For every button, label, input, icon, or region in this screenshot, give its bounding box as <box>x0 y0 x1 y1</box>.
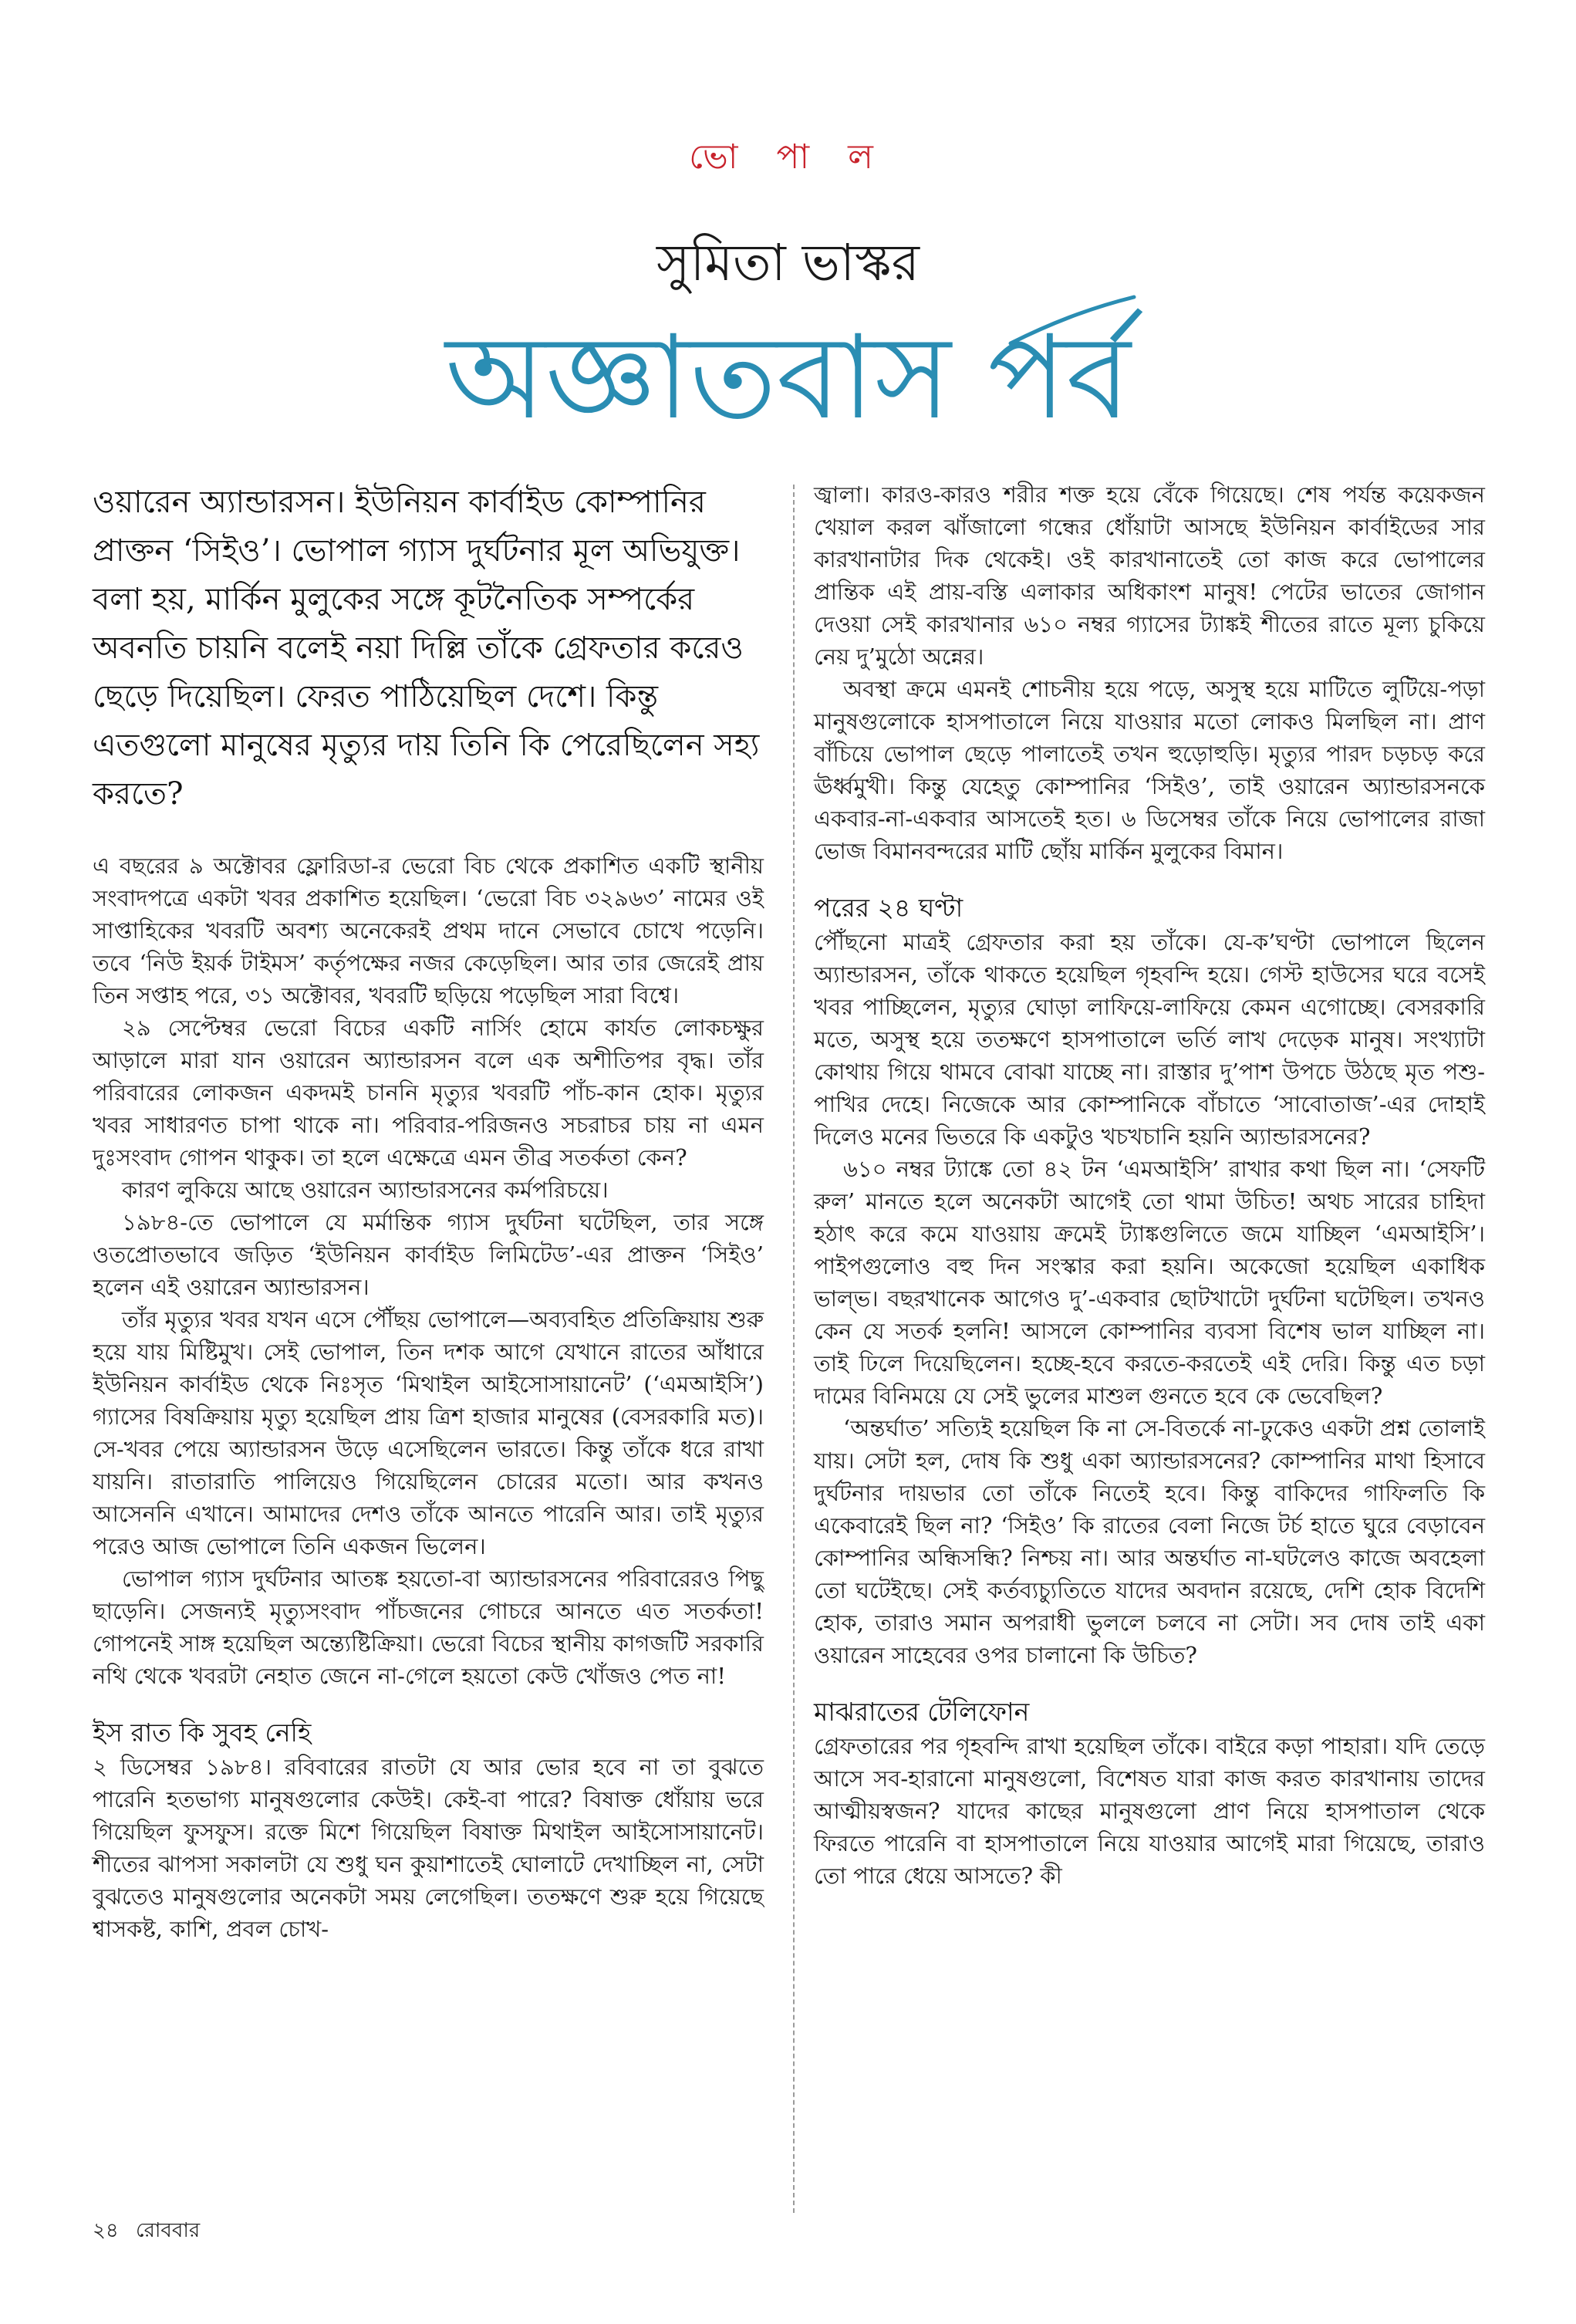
standfirst: ওয়ারেন অ্যান্ডারসন। ইউনিয়ন কার্বাইড কোম্পানির প্রাক্তন ‘সিইও’। ভোপাল গ্যাস দুর্ঘটনার মূল অভিযুক্ত। বলা হয়, মার্কিন মুলুকের সঙ্গে কূটনৈতিক সম্পর্কের অবনতি চায়নি বলেই নয়া দিল্লি তাঁকে গ্রেফতার করেও ছেড়ে দিয়েছিল। ফেরত পাঠিয়েছিল দেশে। কিন্তু এতগুলো মানুষের মৃত্যুর দায় তিনি কি পেরেছিলেন সহ্য করতে? <box>93 485 760 812</box>
magazine-name: রোববার <box>136 2219 201 2242</box>
title-flourish-decoration <box>1003 293 1142 347</box>
section-subhead: ইস রাত কি সুবহ নেহি <box>93 1718 312 1748</box>
right-column <box>814 478 1485 1892</box>
body-paragraph: পৌঁছনো মাত্রই গ্রেফতার করা হয় তাঁকে। যে-ক’ঘণ্টা ভোপালে ছিলেন অ্যান্ডারসন, তাঁকে থাকতে হয়েছিল গৃহবন্দি হয়ে। গেস্ট হাউসের ঘরে বসেই খবর পাচ্ছিলেন, মৃত্যুর ঘোড়া লাফিয়ে-লাফিয়ে কেমন এগোচ্ছে। বেসরকারি মতে, অসুস্থ হয়ে ততক্ষণে হাসপাতালে ভর্তি লাখ দেড়েক মানুষ। সংখ্যাটা কোথায় গিয়ে থামবে বোঝা যাচ্ছে না। রাস্তার দু’পাশ উপচে উঠছে মৃত পশু-পাখির দেহে। নিজেকে আর কোম্পানিকে বাঁচাতে ‘সাবোতাজ’-এর দোহাই দিলেও মনের ভিতরে কি একটুও খচখচানি হয়নি অ্যান্ডারসনের? <box>814 929 1485 1150</box>
body-paragraph: ১৯৮৪-তে ভোপালে যে মর্মান্তিক গ্যাস দুর্ঘটনা ঘটেছিল, তার সঙ্গে ওতপ্রোতভাবে জড়িত ‘ইউনিয়ন কার্বাইড লিমিটেড’-এর প্রাক্তন ‘সিইও’ হলেন এই ওয়ারেন অ্যান্ডারসন। <box>93 1209 764 1300</box>
body-paragraph: এ বছরের ৯ অক্টোবর ফ্লোরিডা-র ভেরো বিচ থেকে প্রকাশিত একটি স্থানীয় সংবাদপত্রে একটা খবর প্রকাশিত হয়েছিল। ‘ভেরো বিচ ৩২৯৬৩’ নামের ওই সাপ্তাহিকের খবরটি অবশ্য অনেকেরই প্রথম দানে সেভাবে চোখে পড়েনি। তবে ‘নিউ ইয়র্ক টাইমস’ কর্তৃপক্ষের নজর কেড়েছিল। আর তার জেরেই প্রায় তিন সপ্তাহ পরে, ৩১ অক্টোবর, খবরটি ছড়িয়ে পড়েছিল সারা বিশ্বে। <box>93 853 764 1008</box>
body-paragraph: কারণ লুকিয়ে আছে ওয়ারেন অ্যান্ডারসনের কর্মপরিচয়ে। <box>122 1177 609 1203</box>
body-paragraph: ২৯ সেপ্টেম্বর ভেরো বিচের একটি নার্সিং হোমে কার্যত লোকচক্ষুর আড়ালে মারা যান ওয়ারেন অ্যান্ডারসন বলে এক অশীতিপর বৃদ্ধ। তাঁর পরিবারের লোকজন একদমই চাননি মৃত্যুর খবরটি পাঁচ-কান হোক। মৃত্যুর খবর সাধারণত চাপা থাকে না। পরিবার-পরিজনও সচরাচর চায় না এমন দুঃসংবাদ গোপন থাকুক। তা হলে এক্ষেত্রে এমন তীব্র সতর্কতা কেন? <box>93 1015 764 1170</box>
body-paragraph: অবস্থা ক্রমে এমনই শোচনীয় হয়ে পড়ে, অসুস্থ হয়ে মাটিতে লুটিয়ে-পড়া মানুষগুলোকে হাসপাতালে নিয়ে যাওয়ার মতো লোকও মিলছিল না। প্রাণ বাঁচিয়ে ভোপাল ছেড়ে পালাতেই তখন হুড়োহুড়ি। মৃত্যুর পারদ চড়চড় করে ঊর্ধ্বমুখী। কিন্তু যেহেতু কোম্পানির ‘সিইও’, তাই ওয়ারেন অ্যান্ডারসনকে একবার-না-একবার আসতেই হত। ৬ ডিসেম্বর তাঁকে নিয়ে ভোপালের রাজা ভোজ বিমানবন্দরের মাটি ছোঁয় মার্কিন মুলুকের বিমান। <box>814 676 1485 864</box>
section-subhead: মাঝরাতের টেলিফোন <box>814 1697 1030 1727</box>
body-paragraph: জ্বালা। কারও-কারও শরীর শক্ত হয়ে বেঁকে গিয়েছে। শেষ পর্যন্ত কয়েকজন খেয়াল করল ঝাঁজালো গন্ধের ধোঁয়াটা আসছে ইউনিয়ন কার্বাইডের সার কারখানাটার দিক থেকেই। ওই কারখানাতেই তো কাজ করে ভোপালের প্রান্তিক এই প্রায়-বস্তি এলাকার অধিকাংশ মানুষ! পেটের ভাতের জোগান দেওয়া সেই কারখানার ৬১০ নম্বর গ্যাসের ট্যাঙ্কই শীতের রাতে মূল্য চুকিয়ে নেয় দু’মুঠো অন্নের। <box>814 481 1485 670</box>
body-paragraph: ৬১০ নম্বর ট্যাঙ্কে তো ৪২ টন ‘এমআইসি’ রাখার কথা ছিল না। ‘সেফটি রুল’ মানতে হলে অনেকটা আগেই তো থামা উচিত! অথচ সারের চাহিদা হঠাৎ করে কমে যাওয়ায় ক্রমেই ট্যাঙ্কগুলিতে জমে যাচ্ছিল ‘এমআইসি’। পাইপগুলোও বহু দিন সংস্কার করা হয়নি। অকেজো হয়েছিল একাধিক ভাল্‌ভ। বছরখানেক আগেও দু’-একবার ছোটখাটো দুর্ঘটনা ঘটেছিল। তখনও কেন যে সতর্ক হলনি! আসলে কোম্পানির ব্যবসা বিশেষ ভাল যাচ্ছিল না। তাই ঢিলে দিয়েছিলেন। হচ্ছে-হবে করতে-করতেই এই দেরি। কিন্তু এত চড়া দামের বিনিময়ে যে সেই ভুলের মাশুল গুনতে হবে কে ভেবেছিল? <box>814 1156 1485 1409</box>
article-title: অজ্ঞাতবাস পর্ব <box>445 311 1131 445</box>
page-footer <box>93 2214 211 2248</box>
column-divider <box>793 485 795 2213</box>
body-paragraph: ‘অন্তর্ঘাত’ সত্যিই হয়েছিল কি না সে-বিতর্কে না-ঢুকেও একটা প্রশ্ন তোলাই যায়। সেটা হল, দোষ কি শুধু একা অ্যান্ডারসনের? কোম্পানির মাথা হিসাবে দুর্ঘটনার দায়ভার তো তাঁকে নিতেই হবে। কিন্তু বাকিদের গাফিলতি কি একেবারেই ছিল না? ‘সিইও’ কি রাতের বেলা নিজে টর্চ হাতে ঘুরে বেড়াবেন কোম্পানির অন্ধিসন্ধি? নিশ্চয় না। আর অন্তর্ঘাত না-ঘটলেও কাজে অবহেলা তো ঘটেইছে। সেই কর্তব্যচ্যুতিতে যাদের অবদান রয়েছে, দেশি হোক বিদেশি হোক, তারাও সমান অপরাধী ভুললে চলবে না সেটা। সব দোষ তাই একা ওয়ারেন সাহেবের ওপর চালানো কি উচিত? <box>814 1415 1485 1668</box>
body-paragraph: ভোপাল গ্যাস দুর্ঘটনার আতঙ্ক হয়তো-বা অ্যান্ডারসনের পরিবারেরও পিছু ছাড়েনি। সেজন্যই মৃত্যুসংবাদ পাঁচজনের গোচরে আনতে এত সতর্কতা! গোপনেই সাঙ্গ হয়েছিল অন্ত্যেষ্টিক্রিয়া। ভেরো বিচের স্থানীয় কাগজটি সরকারি নথি থেকে খবরটা নেহাত জেনে না-গেলে হয়তো কেউ খোঁজও পেত না! <box>93 1566 764 1689</box>
left-column <box>93 478 764 1945</box>
body-paragraph: গ্রেফতারের পর গৃহবন্দি রাখা হয়েছিল তাঁকে। বাইরে কড়া পাহারা। যদি তেড়ে আসে সব-হারানো মানুষগুলো, বিশেষত যারা কাজ করত কারখানায় তাদের আত্মীয়স্বজন? যাদের কাছের মানুষগুলো প্রাণ নিয়ে হাসপাতাল থেকে ফিরতে পারেনি বা হাসপাতালে নিয়ে যাওয়ার আগেই মারা গিয়েছে, তারাও তো পারে ধেয়ে আসতে? কী <box>814 1733 1485 1889</box>
page-number: ২৪ <box>93 2219 119 2242</box>
author-name: সুমিতা ভাস্কর <box>656 233 920 292</box>
body-paragraph: তাঁর মৃত্যুর খবর যখন এসে পৌঁছয় ভোপালে—অব্যবহিত প্রতিক্রিয়ায় শুরু হয়ে যায় মিষ্টিমুখ। সেই ভোপাল, তিন দশক আগে যেখানে রাতের আঁধারে ইউনিয়ন কার্বাইড থেকে নিঃসৃত ‘মিথাইল আইসোসায়ানেট’ (‘এমআইসি’) গ্যাসের বিষক্রিয়ায় মৃত্যু হয়েছিল প্রায় ত্রিশ হাজার মানুষের (বেসরকারি মত)। সে-খবর পেয়ে অ্যান্ডারসন উড়ে এসেছিলেন ভারতে। কিন্তু তাঁকে ধরে রাখা যায়নি। রাতারাতি পালিয়েও গিয়েছিলেন চোরের মতো। আর কখনও আসেননি এখানে। আমাদের দেশও তাঁকে আনতে পারেনি আর। তাই মৃত্যুর পরেও আজ ভোপালে তিনি একজন ভিলেন। <box>93 1306 764 1559</box>
body-paragraph: ২ ডিসেম্বর ১৯৮৪। রবিবারের রাতটা যে আর ভোর হবে না তা বুঝতে পারেনি হতভাগ্য মানুষগুলোর কেউই। কেই-বা পারে? বিষাক্ত ধোঁয়ায় ভরে গিয়েছিল ফুসফুস। রক্তে মিশে গিয়েছিল বিষাক্ত মিথাইল আইসোসায়ানেট। শীতের ঝাপসা সকালটা যে শুধু ঘন কুয়াশাতেই ঘোলাটে দেখাচ্ছিল না, সেটা বুঝতেও মানুষগুলোর অনেকটা সময় লেগেছিল। ততক্ষণে শুরু হয়ে গিয়েছে শ্বাসকষ্ট, কাশি, প্রবল চোখ- <box>93 1754 764 1942</box>
section-subhead: পরের ২৪ ঘণ্টা <box>814 893 963 923</box>
section-kicker: ভো পা ল <box>689 137 887 177</box>
